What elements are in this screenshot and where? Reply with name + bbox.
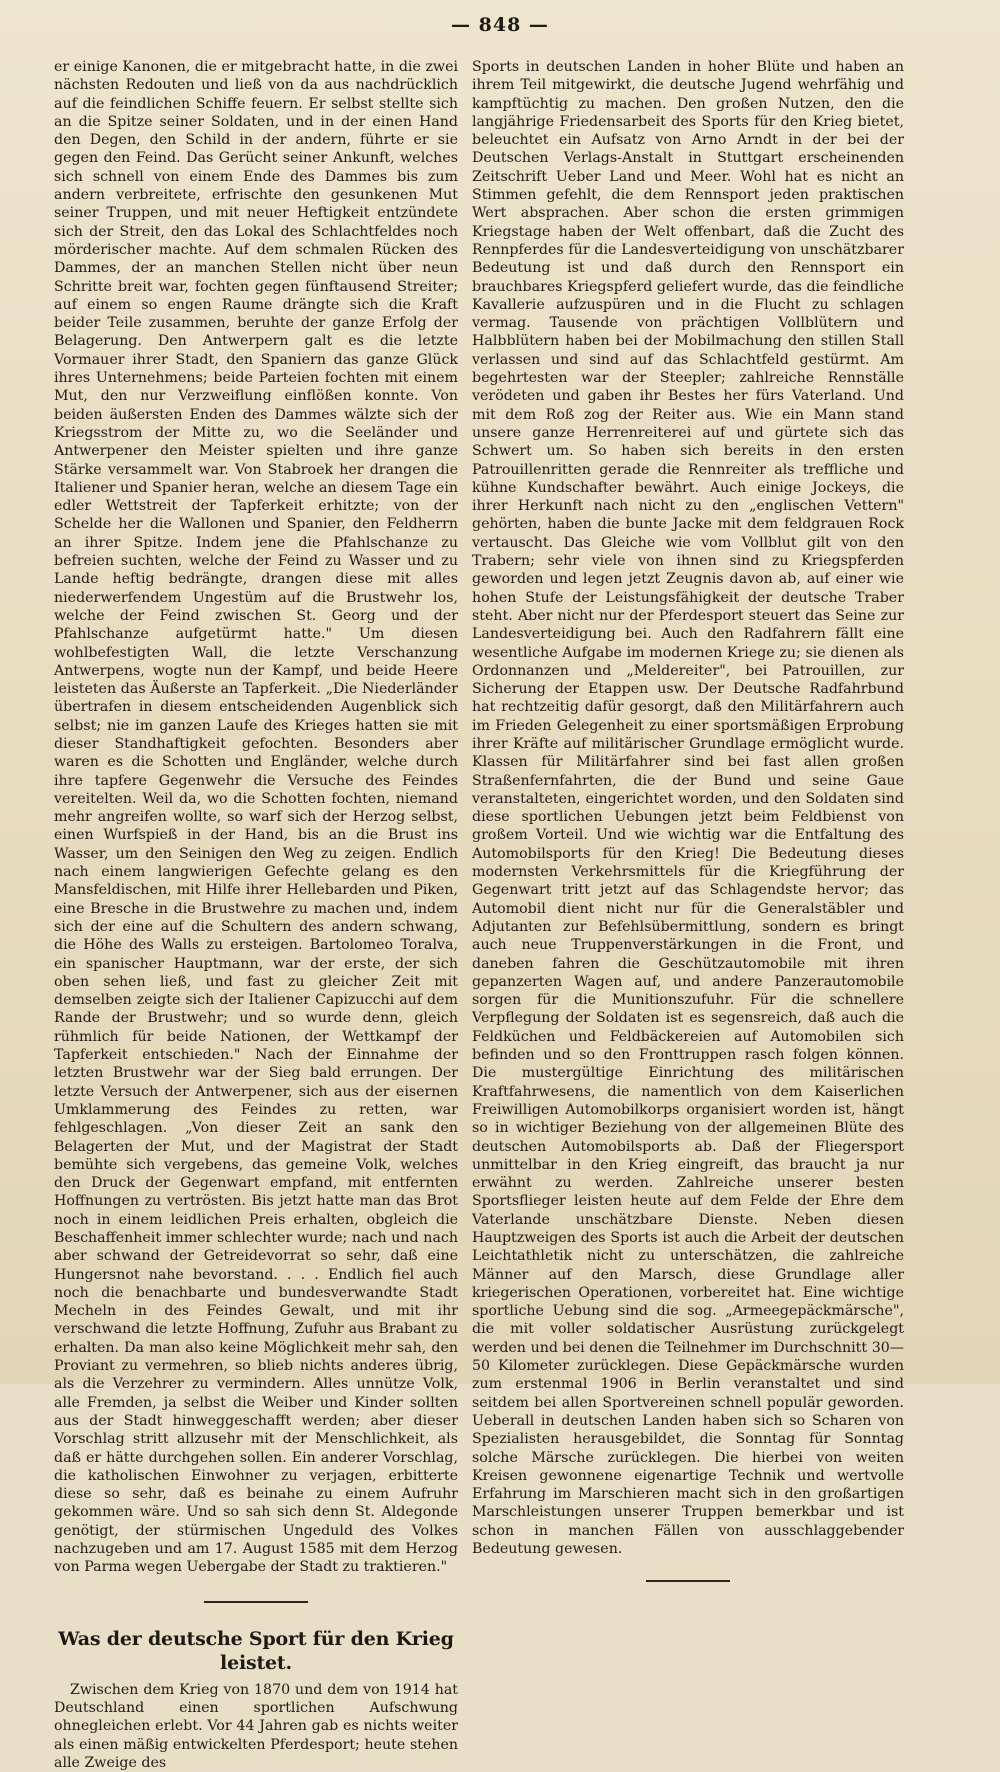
section-divider-rule [204, 1601, 308, 1603]
end-of-article-rule [646, 1580, 730, 1582]
page-number: — 848 — [451, 14, 549, 36]
left-column [54, 58, 458, 1772]
right-paragraph-1: Sports in deutschen Landen in hoher Blüte und haben an ihrem Teil mitgewirkt, die deutsche Jugend wehrfähig und kampftüchtig zu machen. Den großen Nutzen, den die langjährige Friedensarbeit des Sports für den Krieg bietet, beleuchtet ein Aufsatz von Arno Arndt in der bei der Deutschen Verlags-Anstalt in Stuttgart erscheinenden Zeitschrift Ueber Land und Meer. Wohl hat es nicht an Stimmen gefehlt, die dem Rennsport jeden praktischen Wert absprachen. Aber schon die ersten grimmigen Kriegstage haben der Welt offenbart, daß die Zucht des Rennpferdes für die Landesverteidigung von unschätzbarer Bedeutung ist und daß durch den Rennsport ein brauchbares Kriegspferd geliefert wurde, das die feindliche Kavallerie aufzuspüren und in die Flucht zu schlagen vermag. Tausende von prächtigen Vollblütern und Halbblütern haben bei der Mobilmachung den stillen Stall verlassen und sind auf das Schlachtfeld gestürmt. Am begehrtesten war der Steepler; zahlreiche Rennställe verödeten und gaben ihr Bestes her fürs Vaterland. Und mit dem Roß zog der Reiter aus. Wie ein Mann stand unsere ganze Herrenreiterei auf und gürtete sich das Schwert um. So haben sich bereits in den ersten Patrouillenritten gerade die Rennreiter als treffliche und kühne Kundschafter bewährt. Auch einige Jockeys, die ihrer Herkunft nach nicht zu den „englischen Vettern" gehörten, haben die bunte Jacke mit dem feldgrauen Rock vertauscht. Das Gleiche wie vom Vollblut gilt von den Trabern; sehr viele von ihnen sind zu Kriegspferden geworden und legen jetzt Zeugnis davon ab, auf einer wie hohen Stufe der Leistungsfähigkeit der deutsche Traber steht. Aber nicht nur der Pferdesport steuert das Seine zur Landesverteidigung bei. Auch den Radfahrern fällt eine wesentliche Aufgabe im modernen Kriege zu; sie dienen als Ordonnanzen und „Meldereiter", bei Patrouillen, zur Sicherung der Etappen usw. Der Deutsche Radfahrbund hat rechtzeitig dafür gesorgt, daß den Militärfahrern auch im Frieden Gelegenheit zu einer sportsmäßigen Erprobung ihrer Kräfte auf militärischer Grundlage ermöglicht wurde. Klassen für Militärfahrer sind bei fast allen großen Straßenfernfahrten, die der Bund und seine Gaue veranstalteten, eingerichtet worden, und den Soldaten sind diese sportlichen Uebungen jetzt beim Feldbienst von großem Vorteil. Und wie wichtig war die Entfaltung des Automobilsports für den Krieg! Die Bedeutung dieses modernsten Verkehrsmittels für die Kriegführung der Gegenwart tritt jetzt auf das Schlagendste hervor; das Automobil dient nicht nur für die Generalstäbler und Adjutanten zur Befehlsübermittlung, sondern es bringt auch neue Truppenverstärkungen in die Front, und daneben fahren die Geschützautomobile mit ihren gepanzerten Wagen auf, und andere Panzerautomobile sorgen für die Munitionszufuhr. Für die schnellere Verpflegung der Soldaten ist es segensreich, daß auch die Feldküchen und Feldbäckereien auf Automobilen sich befinden und so den Fronttruppen rasch folgen können. Die mustergültige Einrichtung des militärischen Kraftfahrwesens, die namentlich von dem Kaiserlichen Freiwilligen Automobilkorps organisiert worden ist, hängt so in wichtiger Beziehung von der allgemeinen Blüte des deutschen Automobilsports ab. Daß der Fliegersport unmittelbar in den Krieg eingreift, das braucht ja nur erwähnt zu werden. Zahlreiche unserer besten Sportsflieger leisten heute auf dem Felde der Ehre dem Vaterlande unschätzbare Dienste. Neben diesen Hauptzweigen des Sports ist auch die Arbeit der deutschen Leichtathletik nicht zu unterschätzen, die zahlreiche Männer auf den Marsch, diese Grundlage aller kriegerischen Operationen, vorbereitet hat. Eine wichtige sportliche Uebung sind die sog. „Armeegepäckmärsche", die mit voller soldatischer Ausrüstung zurückgelegt werden und bei denen die Teilnehmer im Durchschnitt 30—50 Kilometer zurücklegen. Diese Gepäckmärsche wurden zum erstenmal 1906 in Berlin veranstaltet und sind seitdem bei allen Sportvereinen schnell populär geworden. Ueberall in deutschen Landen haben sich so Scharen von Spezialisten herausgebildet, die Sonntag für Sonntag solche Märsche zurücklegen. Die hierbei von weiten Kreisen gewonnene eigenartige Technik und wertvolle Erfahrung im Marschieren macht sich in den großartigen Marschleistungen unserer Truppen bemerkbar und ist schon in manchen Fällen von ausschlaggebender Bedeutung gewesen. [472, 59, 904, 1558]
left-paragraph-1: er einige Kanonen, die er mitgebracht hatte, in die zwei nächsten Redouten und ließ von da aus nachdrücklich auf die feindlichen Schiffe feuern. Er selbst stellte sich an die Spitze seiner Soldaten, und in der einen Hand den Degen, den Schild in der andern, führte er sie gegen den Feind. Das Gerücht seiner Ankunft, welches sich schnell von einem Ende des Dammes bis zum andern verbreitete, erfrischte den gesunkenen Mut seiner Truppen, und mit neuer Heftigkeit entzündete sich der Streit, den das Lokal des Schlachtfeldes noch mörderischer machte. Auf dem schmalen Rücken des Dammes, der an manchen Stellen nicht über neun Schritte breit war, fochten gegen fünftausend Streiter; auf einem so engen Raume drängte sich die Kraft beider Teile zusammen, beruhte der ganze Erfolg der Belagerung. Den Antwerpern galt es die letzte Vormauer ihrer Stadt, den Spaniern das ganze Glück ihres Unternehmens; beide Parteien fochten mit einem Mut, den nur Verzweiflung einflößen konnte. Von beiden äußersten Enden des Dammes wälzte sich der Kriegsstrom der Mitte zu, wo die Seeländer und Antwerpener den Meister spielten und ihre ganze Stärke versammelt war. Von Stabroek her drangen die Italiener und Spanier heran, welche an diesem Tage ein edler Wettstreit der Tapferkeit erhitzte; von der Schelde her die Wallonen und Spanier, den Feldherrn an ihrer Spitze. Indem jene die Pfahlschanze zu befreien suchten, welche der Feind zu Wasser und zu Lande heftig bedrängte, drangen diese mit alles niederwerfendem Ungestüm auf die Brustwehr los, welche der Feind zwischen St. Georg und der Pfahlschanze aufgetürmt hatte." Um diesen wohlbefestigten Wall, die letzte Verschanzung Antwerpens, wogte nun der Kampf, und beide Heere leisteten das Äußerste an Tapferkeit. „Die Niederländer übertrafen in diesem entscheidenden Augenblick sich selbst; nie im ganzen Laufe des Krieges hatten sie mit dieser Standhaftigkeit gefochten. Besonders aber waren es die Schotten und Engländer, welche durch ihre tapfere Gegenwehr die Versuche des Feindes vereitelten. Weil da, wo die Schotten fochten, niemand mehr angreifen wollte, so warf sich der Herzog selbst, einen Wurfspieß in der Hand, bis an die Brust ins Wasser, um den Seinigen den Weg zu zeigen. Endlich nach einem langwierigen Gefechte gelang es den Mansfeldischen, mit Hilfe ihrer Hellebarden und Piken, eine Bresche in die Brustwehre zu machen und, indem sich der eine auf die Schultern des andern schwang, die Höhe des Walls zu ersteigen. Bartolomeo Toralva, ein spanischer Hauptmann, war der erste, der sich oben sehen ließ, und fast zu gleicher Zeit mit demselben zeigte sich der Italiener Capizucchi auf dem Rande der Brustwehr; und so wurde denn, gleich rühmlich für beide Nationen, der Wettkampf der Tapferkeit entschieden." Nach der Einnahme der letzten Brustwehr war der Sieg bald errungen. Der letzte Versuch der Antwerpener, sich aus der eisernen Umklammerung des Feindes zu retten, war fehlgeschlagen. „Von dieser Zeit an sank den Belagerten der Mut, und der Magistrat der Stadt bemühte sich vergebens, das gemeine Volk, welches den Druck der Gegenwart empfand, mit entfernten Hoffnungen zu vertrösten. Bis jetzt hatte man das Brot noch in einem leidlichen Preis erhalten, obgleich die Beschaffenheit immer schlechter wurde; nach und nach aber schwand der Getreidevorrat so sehr, daß eine Hungersnot nahe bevorstand. . . . Endlich fiel auch noch die benachbarte und bundesverwandte Stadt Mecheln in des Feindes Gewalt, und mit ihr verschwand die letzte Hoffnung, Zufuhr aus Brabant zu erhalten. Da man also keine Möglichkeit mehr sah, den Proviant zu vermehren, so blieb nichts anderes übrig, als die Verzehrer zu vermindern. Alles unnütze Volk, alle Fremden, ja selbst die Weiber und Kinder sollten aus der Stadt hinweggeschafft werden; aber dieser Vorschlag stritt allzusehr mit der Menschlichkeit, als daß er hätte durchgehen sollen. Ein anderer Vorschlag, die katholischen Einwohner zu verjagen, erbitterte diese so sehr, daß es beinahe zu einem Aufruhr gekommen wäre. Und so sah sich denn St. Aldegonde genötigt, der stürmischen Ungeduld des Volkes nachzugeben und am 17. August 1585 mit dem Herzog von Parma wegen Uebergabe der Stadt zu traktieren." [54, 59, 458, 1576]
left-paragraph-2: Zwischen dem Krieg von 1870 und dem von 1914 hat Deutschland einen sportlichen Aufschwung ohnegleichen erlebt. Vor 44 Jahren gab es nichts weiter als einen mäßig entwickelten Pferdesport; heute stehen alle Zweige des [54, 1681, 458, 1771]
right-column [472, 58, 904, 1606]
section-heading: Was der deutsche Sport für den Krieg leistet. [58, 1627, 454, 1674]
